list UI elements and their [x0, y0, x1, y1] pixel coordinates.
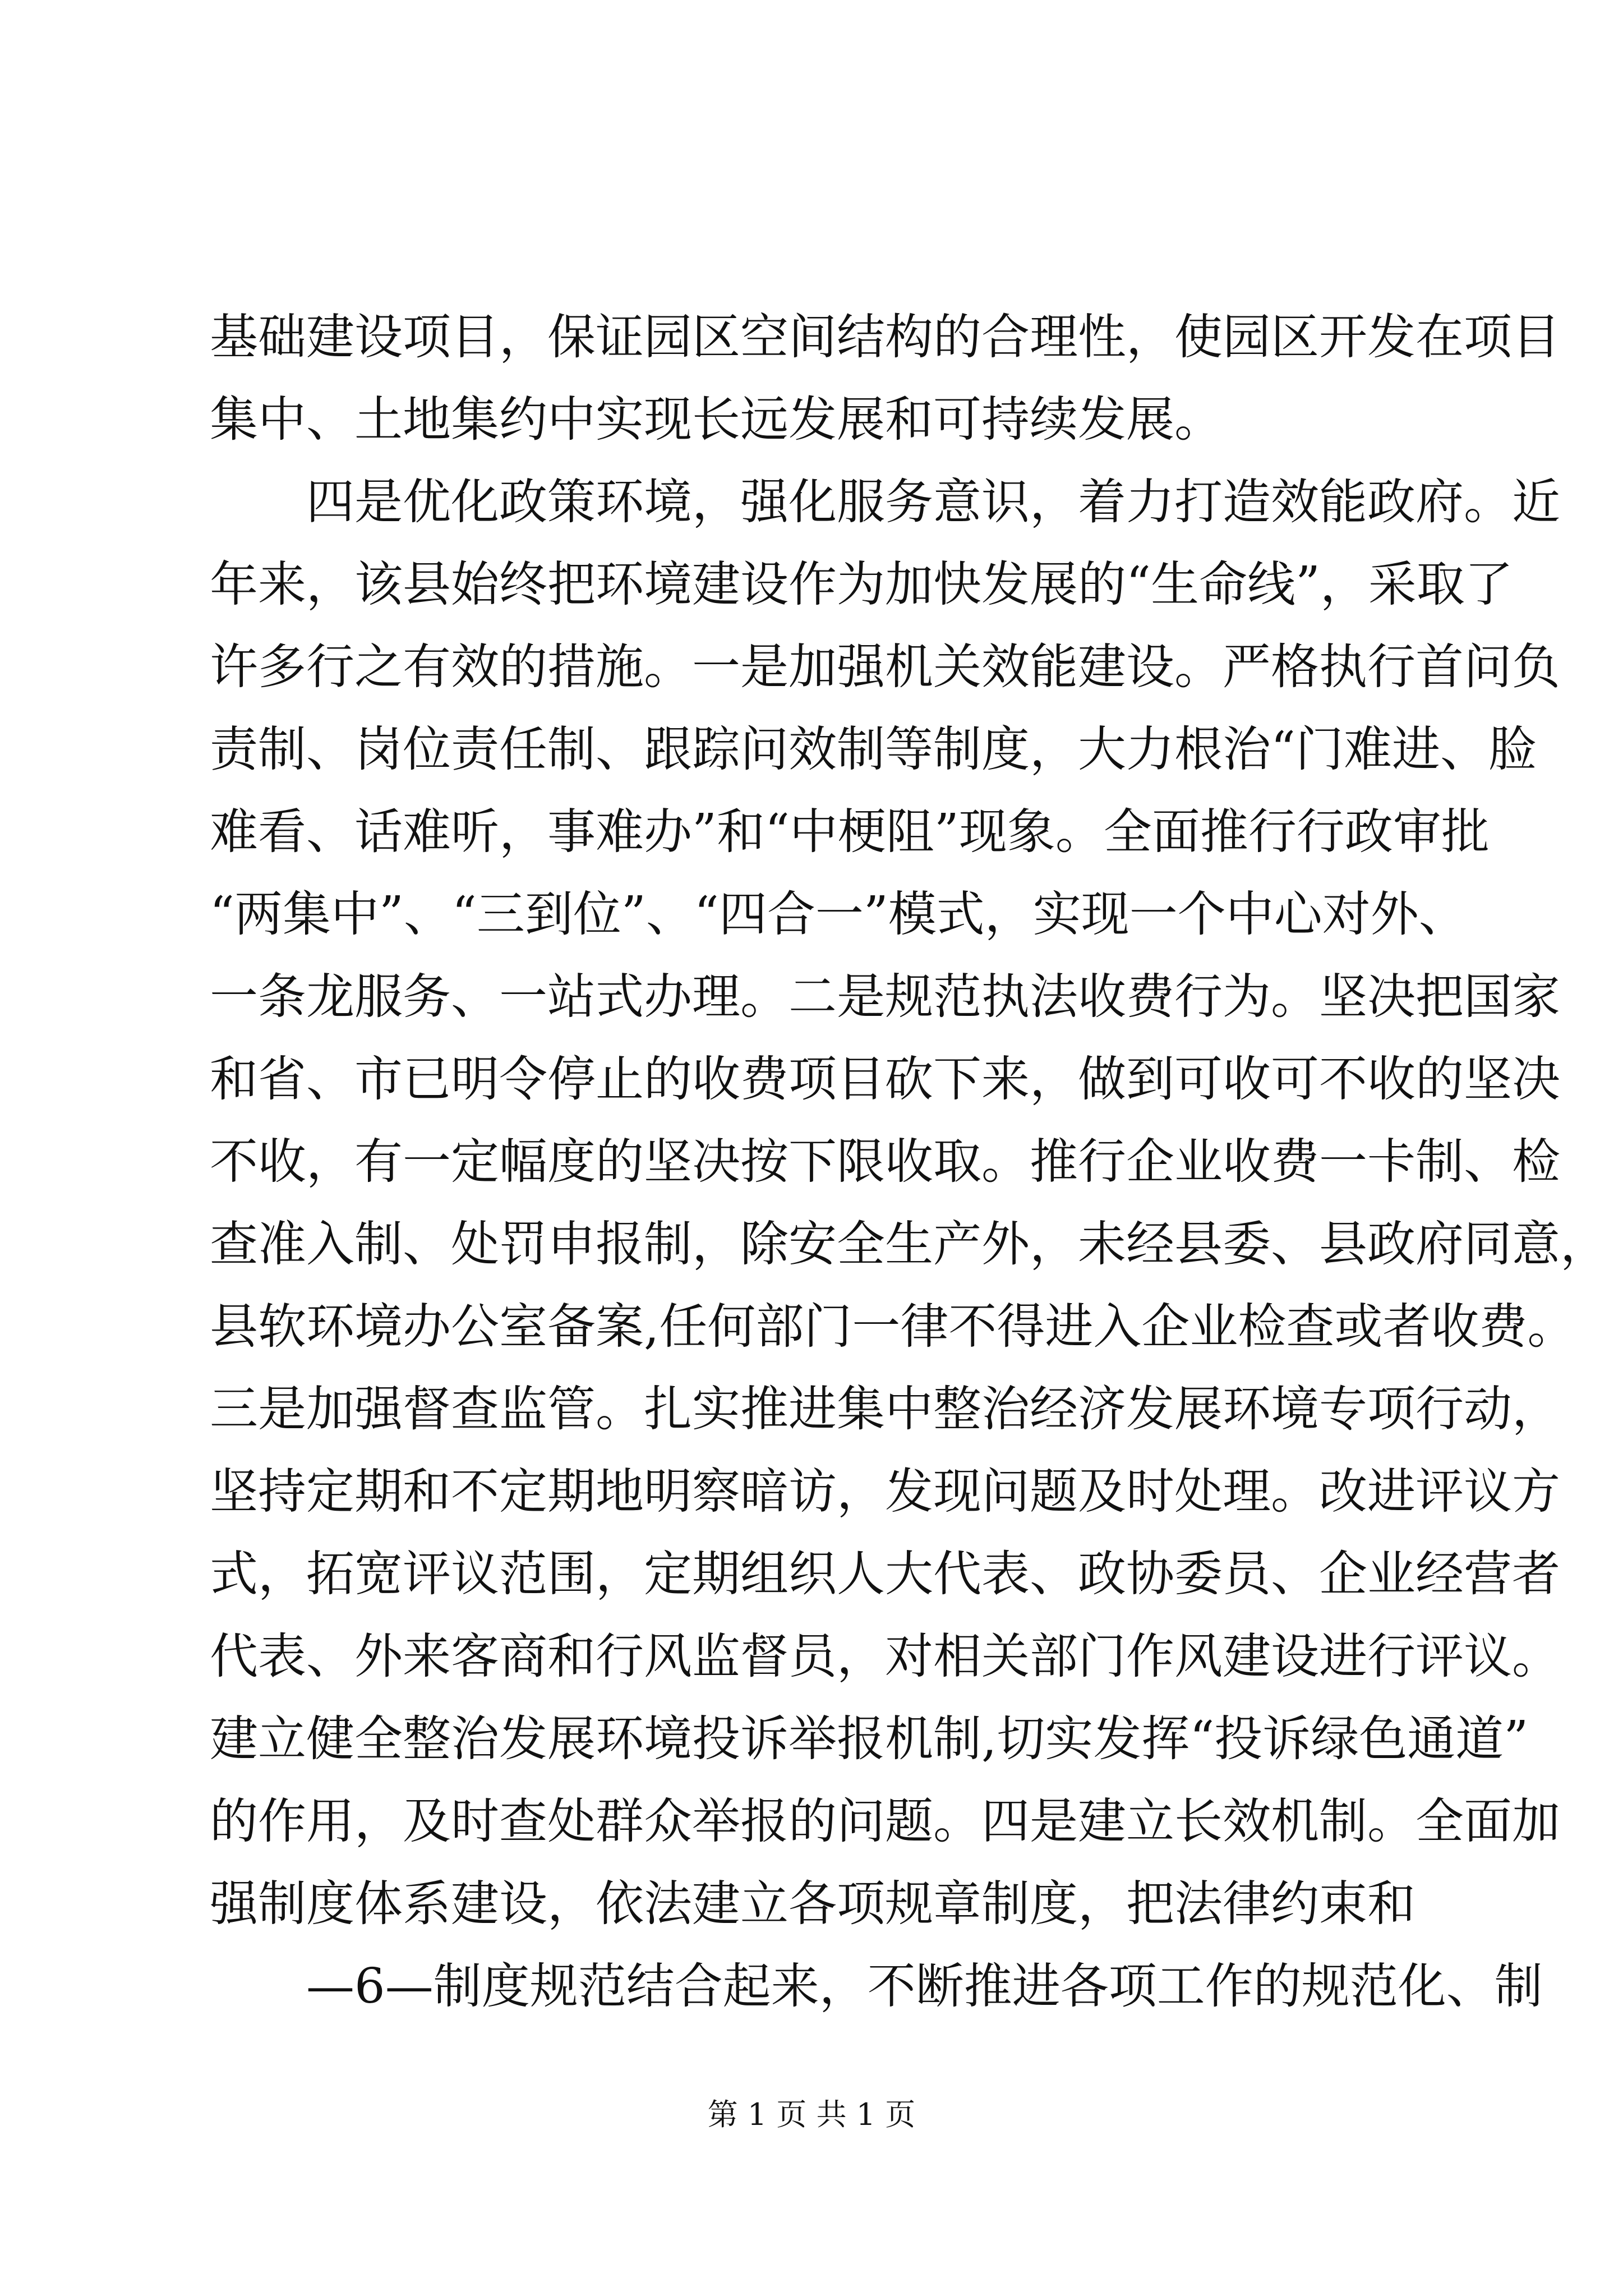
text-line: —6—制度规范结合起来，不断推进各项工作的规范化、制: [306, 1958, 1543, 2014]
text-line: 的作用，及时查处群众举报的问题。四是建立长效机制。全面加: [210, 1793, 1560, 1849]
text-line: 四是优化政策环境，强化服务意识，着力打造效能政府。近: [306, 474, 1560, 530]
text-line: 集中、土地集约中实现长远发展和可持续发展。: [210, 392, 1223, 448]
text-line: 查准入制、处罚申报制，除安全生产外，未经县委、县政府同意，: [210, 1216, 1608, 1272]
text-line: 许多行之有效的措施。一是加强机关效能建设。严格执行首问负: [210, 639, 1560, 695]
text-line: 和省、市已明令停止的收费项目砍下来，做到可收可不收的坚决: [210, 1051, 1560, 1107]
text-line: 建立健全整治发展环境投诉举报机制,切实发挥“投诉绿色通道”: [210, 1711, 1529, 1767]
text-line: 责制、岗位责任制、跟踪问效制等制度，大力根治“门难进、脸: [210, 721, 1537, 777]
document-body: [210, 296, 1608, 2028]
text-line: 年来，该县始终把环境建设作为加快发展的“生命线”，采取了: [210, 556, 1513, 613]
text-line: 式，拓宽评议范围，定期组织人大代表、政协委员、企业经营者: [210, 1546, 1560, 1602]
text-line: 三是加强督查监管。扎实推进集中整治经济发展环境专项行动，: [210, 1381, 1560, 1437]
text-line: 代表、外来客商和行风监督员，对相关部门作风建设进行评议。: [210, 1628, 1560, 1685]
text-line: 强制度体系建设，依法建立各项规章制度，把法律约束和: [210, 1876, 1415, 1932]
text-line: 不收，有一定幅度的坚决按下限收取。推行企业收费一卡制、检: [210, 1134, 1560, 1190]
text-line: 县软环境办公室备案,任何部门一律不得进入企业检查或者收费。: [210, 1299, 1576, 1355]
page-footer: 第 1 页 共 1 页: [707, 2097, 916, 2132]
text-line: 坚持定期和不定期地明察暗访，发现问题及时处理。改进评议方: [210, 1464, 1560, 1520]
text-line: “两集中”、“三到位”、“四合一”模式，实现一个中心对外、: [210, 886, 1467, 942]
text-line: 一条龙服务、一站式办理。二是规范执法收费行为。坚决把国家: [210, 969, 1560, 1025]
text-line: 基础建设项目，保证园区空间结构的合理性，使园区开发在项目: [210, 309, 1560, 365]
text-line: 难看、话难听，事难办”和“中梗阻”现象。全面推行行政审批: [210, 804, 1490, 860]
